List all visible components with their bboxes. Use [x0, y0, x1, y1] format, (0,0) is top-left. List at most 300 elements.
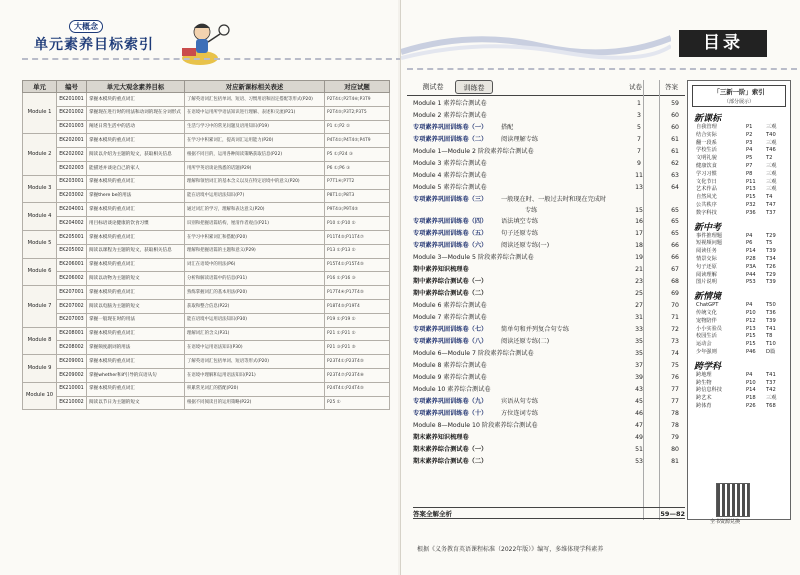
cell-test: P18T4⑤;P19T4: [325, 299, 390, 313]
cell-lesson: 积累常见词汇的搭配(P20): [185, 382, 325, 396]
toc-item[interactable]: [413, 336, 685, 348]
cell-goal: 掌握本模块的重点词汇: [87, 203, 185, 217]
cell-lesson: 理解和领悟词汇的基本含义以及在特定语境中的意义(P20): [185, 175, 325, 189]
toc-answer-page: 81: [671, 458, 679, 465]
sidebar-item-field: P3A: [746, 263, 756, 270]
toc-item[interactable]: [413, 146, 685, 158]
toc-item[interactable]: [413, 288, 685, 300]
sidebar-item-field: T46: [766, 147, 776, 154]
table-row: [23, 230, 390, 244]
toc-item[interactable]: [413, 206, 685, 216]
cell-test: P21 ①;P21 ②: [325, 327, 390, 341]
toc-answer-page: 80: [671, 446, 679, 453]
module-name: Module 5: [23, 230, 57, 258]
sidebar-item[interactable]: [696, 239, 788, 247]
toc-title: Module 1 素养综合测试卷: [413, 100, 487, 107]
cell-test: P17T4④;P17T4⑤: [325, 286, 390, 300]
cartoon-illustration-icon: [176, 18, 236, 70]
sidebar-item-field: T50: [766, 302, 776, 309]
sidebar-item-field: 公共秩序: [696, 202, 717, 208]
sidebar-item-field: P44: [746, 271, 756, 278]
sidebar-item-field: D篇: [766, 349, 776, 355]
sidebar-item-field: T41: [766, 325, 776, 332]
toc-test-page: 51: [635, 446, 643, 453]
sidebar-item-field: P12: [746, 317, 756, 324]
toc-answer-page: 59: [671, 100, 679, 107]
sidebar-item-field: 跨生物: [696, 379, 712, 386]
toc-test-page: 7: [637, 148, 641, 155]
toc-answer-page: 76: [671, 374, 679, 381]
sidebar-item-field: T36: [766, 310, 776, 316]
toc-answer-page: 63: [671, 172, 679, 179]
table-row: [23, 368, 390, 382]
tab-test-papers[interactable]: 测试卷: [422, 83, 444, 91]
sidebar-item-field: P6: [746, 240, 753, 247]
sidebar-item-field: 三观: [766, 139, 777, 146]
sidebar-item-field: 三观: [766, 163, 777, 169]
sidebar-section-head: 新课标: [694, 114, 722, 124]
cell-goal: 阅读以节日为主题的短文: [87, 396, 185, 410]
qr-code-icon[interactable]: [716, 483, 750, 517]
table-row: [23, 327, 390, 341]
module-name: Module 3: [23, 175, 57, 203]
toc-item[interactable]: [413, 300, 685, 312]
toc-desc: 简单句和并列复合句专练: [501, 326, 570, 333]
sidebar-item[interactable]: [696, 394, 788, 402]
sidebar-item-field: T37: [766, 379, 776, 386]
sidebar-item-field: T29: [766, 232, 776, 239]
cell-test: P9T4③;P9T4⑤: [325, 203, 390, 217]
sidebar-item-field: 句子还原: [696, 263, 717, 270]
sidebar-item[interactable]: [696, 263, 788, 271]
table-row: [23, 189, 390, 203]
sidebar-item[interactable]: [696, 301, 788, 309]
toc-title: Module 7 素养综合测试卷: [413, 314, 487, 321]
sidebar-item-field: 健康饮食: [696, 163, 717, 169]
table-row: [23, 382, 390, 396]
sidebar-item-field: 传统文化: [696, 310, 717, 316]
toc-test-page: 5: [637, 124, 641, 131]
toc-test-page: 21: [635, 266, 643, 273]
left-page: [0, 0, 398, 575]
toc-desc: 专练: [525, 207, 538, 214]
cell-test: P10 ①;P10 ②: [325, 217, 390, 231]
sidebar-item[interactable]: [696, 201, 788, 209]
cell-test: P25 ①: [325, 396, 390, 410]
sidebar-item-field: T39: [766, 279, 776, 286]
toc-test-page: 9: [637, 160, 641, 167]
toc-item[interactable]: [413, 98, 685, 110]
sidebar-item-field: T42: [766, 387, 776, 394]
sidebar-item-field: 翻一段系: [696, 139, 717, 146]
toc-answer-page: 66: [671, 242, 679, 249]
toc-test-page: 13: [635, 184, 643, 191]
cell-test: P2T4⑤;P3T2;P3T5: [325, 106, 390, 120]
sidebar-item-field: P53: [746, 279, 756, 286]
cell-code: EK201003: [57, 120, 87, 134]
cell-code: EK205002: [57, 244, 87, 258]
sidebar-item[interactable]: [696, 278, 788, 286]
toc-item[interactable]: [413, 384, 685, 396]
cell-lesson: 在语境中理解和运用语法知识(P21): [185, 368, 325, 382]
toc-item[interactable]: [413, 122, 685, 134]
sidebar-index: [687, 80, 791, 525]
sidebar-item[interactable]: [696, 154, 788, 162]
sidebar-item[interactable]: [696, 317, 788, 325]
toc-test-page: 35: [635, 350, 643, 357]
cell-code: EK206002: [57, 272, 87, 286]
toc-test-page: 25: [635, 290, 643, 297]
sidebar-item[interactable]: [696, 178, 788, 186]
sidebar-item-field: P4: [746, 147, 753, 154]
table-row: [23, 120, 390, 134]
sidebar-item-field: P3: [746, 139, 753, 146]
toc-test-page: 16: [635, 218, 643, 225]
toc-item[interactable]: [413, 110, 685, 122]
toc-title: Module 3 素养综合测试卷: [413, 160, 487, 167]
cell-code: EK207003: [57, 313, 87, 327]
toc-item[interactable]: [413, 372, 685, 384]
toc-item[interactable]: [413, 182, 685, 194]
toc-answer-page: 68: [671, 278, 679, 285]
cell-code: EK203001: [57, 175, 87, 189]
sidebar-title: [692, 85, 786, 107]
toc-item[interactable]: [413, 348, 685, 360]
sidebar-item-field: 运动会: [696, 341, 712, 348]
sidebar-item-field: T2: [766, 155, 773, 162]
toc-title: 期中素养综合测试卷（二）: [413, 290, 488, 297]
sidebar-item[interactable]: [696, 402, 788, 410]
sidebar-item[interactable]: [696, 209, 788, 217]
sidebar-item-field: P46: [746, 349, 756, 355]
toc-test-page: 3: [637, 112, 641, 119]
module-name: Module 10: [23, 382, 57, 410]
module-name: Module 8: [23, 327, 57, 355]
toc-answer-page: 60: [671, 112, 679, 119]
toc-item[interactable]: [413, 228, 685, 240]
sidebar-item-field: 小小实验员: [696, 325, 722, 332]
sidebar-item[interactable]: [696, 193, 788, 201]
sidebar-item-field: T39: [766, 317, 776, 324]
sidebar-item-field: 跨信息科技: [696, 387, 722, 394]
toc-title: Module 6 素养综合测试卷: [413, 302, 487, 309]
cell-goal: 阅读以课程为主题的短文，获取相关信息: [87, 244, 185, 258]
sidebar-subtitle: （部分展示）: [723, 99, 754, 105]
sidebar-item-field: 短视频问题: [696, 240, 722, 247]
cell-goal: 掌握本模块的重点词汇: [87, 355, 185, 369]
sidebar-item-field: P15: [746, 333, 756, 340]
sidebar-item-field: 三观: [766, 124, 777, 130]
toc-item[interactable]: [413, 252, 685, 264]
sidebar-item-field: P7: [746, 163, 753, 169]
toc-item[interactable]: [413, 324, 685, 336]
sidebar-item-field: T68: [766, 403, 776, 409]
cell-code: EK205001: [57, 230, 87, 244]
module-name: Module 2: [23, 134, 57, 175]
sidebar-item-field: T10: [766, 341, 776, 348]
toc-answer-page: 65: [671, 218, 679, 225]
cell-code: EK210002: [57, 396, 87, 410]
cell-goal: 掌握本模块的重点词汇: [87, 258, 185, 272]
toc-answer-page: 78: [671, 422, 679, 429]
sidebar-item[interactable]: [696, 386, 788, 394]
toc-item[interactable]: [413, 194, 685, 206]
sidebar-item[interactable]: [696, 139, 788, 147]
cell-test: P6 ①;P6 ③: [325, 161, 390, 175]
sidebar-item[interactable]: [696, 348, 788, 356]
big-concept-badge: 大概念: [69, 20, 103, 33]
sidebar-item-field: 校园生活: [696, 333, 717, 340]
cell-lesson: 获取和整合信息(P22): [185, 299, 325, 313]
col-standard-header: 对应新课标相关表述: [185, 81, 325, 93]
table-row: [23, 203, 390, 217]
cell-lesson: 理解词汇的含义(P31): [185, 327, 325, 341]
table-row: [23, 272, 390, 286]
toc-item[interactable]: [413, 444, 685, 456]
cell-lesson: 词汇在语境中的用法(P6): [185, 258, 325, 272]
table-row: [23, 313, 390, 327]
toc-test-page: 23: [635, 278, 643, 285]
cell-test: P21 ③;P21 ⑤: [325, 341, 390, 355]
sidebar-item[interactable]: [696, 325, 788, 333]
sidebar-item-field: P5: [746, 155, 753, 162]
cell-lesson: 在语境中运用语法知识(P30): [185, 341, 325, 355]
sidebar-item-field: T39: [766, 248, 776, 255]
toc-desc: 阅读理解专练: [501, 136, 539, 143]
toc-desc: 方位连词专练: [501, 410, 539, 417]
module-name: Module 1: [23, 93, 57, 134]
toc-title: Module 8—Module 10 阶段素养综合测试卷: [413, 422, 538, 429]
tab-practice-papers[interactable]: 训练卷: [455, 80, 493, 94]
cell-test: P13 ①;P13 ②: [325, 244, 390, 258]
toc-test-page: 27: [635, 302, 643, 309]
sidebar-section-head: 新情境: [694, 292, 722, 303]
toc-answer-page: 75: [671, 362, 679, 369]
toc-title: 专项素养巩固训练卷（五）: [413, 230, 488, 237]
cell-code: EK208001: [57, 327, 87, 341]
footer-note: 根据《义务教育英语课程标准（2022年版）》编写，多维体现学科素养: [417, 546, 604, 553]
cell-lesson: 用所学英语谈论熟悉的话题(P29): [185, 161, 325, 175]
toc-item[interactable]: [413, 456, 685, 468]
sidebar-section-head: 跨学科: [694, 361, 722, 372]
toc-answer-page: 67: [671, 266, 679, 273]
cell-code: EK201001: [57, 93, 87, 107]
cell-lesson: 识别和把握语篇结构，厘清作者观点(P21): [185, 217, 325, 231]
toc-test-page: 49: [635, 434, 643, 441]
toc-answer-page: 66: [671, 254, 679, 261]
toc-item[interactable]: [413, 396, 685, 408]
cell-goal: 掌握whether和if引导的宾语从句: [87, 368, 185, 382]
cell-lesson: 根据不同目的，运用各种阅读策略获取信息(P22): [185, 148, 325, 162]
answer-section[interactable]: [413, 507, 685, 519]
cell-goal: 掌握本模块的重点词汇: [87, 175, 185, 189]
toc-title: Module 3—Module 5 阶段素养综合测试卷: [413, 254, 534, 261]
cell-goal: 掌握本模块的重点词汇: [87, 230, 185, 244]
sidebar-item-field: P14: [746, 387, 756, 394]
toc-test-page: 35: [635, 338, 643, 345]
table-row: [23, 341, 390, 355]
sidebar-item-field: 自我管理: [696, 124, 717, 130]
toc-item[interactable]: [413, 134, 685, 146]
module-name: Module 9: [23, 355, 57, 383]
table-row: [23, 286, 390, 300]
sidebar-item-field: T41: [766, 371, 776, 378]
cell-lesson: 能在语境中运用语法知识(P7): [185, 189, 325, 203]
sidebar-item[interactable]: [696, 123, 788, 131]
toc-item[interactable]: [413, 158, 685, 170]
sidebar-item-field: 跨艺术: [696, 395, 712, 402]
sidebar-item[interactable]: [696, 247, 788, 255]
toc-answer-page: 74: [671, 350, 679, 357]
toc-title: 专项素养巩固训练卷（三）: [413, 196, 488, 203]
sidebar-item-field: 数字科技: [696, 209, 717, 216]
cell-goal: 掌握一般现在时的用法: [87, 313, 185, 327]
sidebar-item-field: P1: [746, 124, 753, 130]
sidebar-item[interactable]: [696, 255, 788, 263]
cell-test: P11T4⑤;P11T4⑦: [325, 230, 390, 244]
sidebar-item-field: T4: [766, 194, 773, 201]
cell-lesson: 了解英语词汇包括单词、短语、习惯用语和固定搭配等形式(P20): [185, 93, 325, 107]
col-test-header: 对应试题: [325, 81, 390, 93]
toc-item[interactable]: [413, 216, 685, 228]
table-row: [23, 134, 390, 148]
table-row: [23, 161, 390, 175]
sidebar-item-field: 文明礼貌: [696, 155, 717, 162]
toc-answer-page: 72: [671, 326, 679, 333]
toc-answer-page: 69: [671, 290, 679, 297]
toc-test-page: 18: [635, 242, 643, 249]
sidebar-item-field: P2: [746, 131, 753, 138]
toc-title: Module 4 素养综合测试卷: [413, 172, 487, 179]
cell-test: P2T4①;P2T4⑥;P3T9: [325, 93, 390, 107]
sidebar-item-field: P15: [746, 194, 756, 201]
toc-title: 专项素养巩固训练卷（二）: [413, 136, 488, 143]
cell-goal: 阐述日常生活中的活动: [87, 120, 185, 134]
toc-answer-page: 61: [671, 136, 679, 143]
cell-test: P23T4①;P23T4⑤: [325, 355, 390, 369]
toc-item[interactable]: [413, 432, 685, 444]
toc-title: 专项素养巩固训练卷（十）: [413, 410, 488, 417]
sidebar-item[interactable]: [696, 271, 788, 279]
toc-title: 期末素养综合测试卷（一）: [413, 446, 488, 453]
sidebar-item-field: T8: [766, 333, 773, 340]
toc-item[interactable]: [413, 240, 685, 252]
cell-goal: 掌握本模块的重点词汇: [87, 382, 185, 396]
toc-title: Module 9 素养综合测试卷: [413, 374, 487, 381]
sidebar-item[interactable]: [696, 309, 788, 317]
sidebar-item[interactable]: [696, 185, 788, 193]
sidebar-item-field: P4: [746, 302, 753, 309]
sidebar-item-field: 结合实际: [696, 131, 717, 138]
toc-title: 专项素养巩固训练卷（八）: [413, 338, 488, 345]
toc-item[interactable]: [413, 360, 685, 372]
sidebar-item[interactable]: [696, 371, 788, 379]
toc-answer-page: 62: [671, 160, 679, 167]
toc-test-page: 1: [637, 100, 641, 107]
toc-answer-page: 64: [671, 184, 679, 191]
sidebar-item-field: P4: [746, 371, 753, 378]
cell-test: P5 ①;P24 ③: [325, 148, 390, 162]
cell-lesson: 根据不同阅读目的运用策略(P22): [185, 396, 325, 410]
cell-goal: 掌握there be的用法: [87, 189, 185, 203]
module-name: Module 4: [23, 203, 57, 231]
toc-item[interactable]: [413, 408, 685, 420]
qr-caption: 全书资源兑换: [710, 519, 741, 525]
cell-lesson: 生活与学习中的常见问题及语用知识(P19): [185, 120, 325, 134]
toc-title: 期末素养综合测试卷（二）: [413, 458, 488, 465]
sidebar-item-field: P36: [746, 209, 756, 216]
toc-title: 期中素养综合测试卷（一）: [413, 278, 488, 285]
cell-goal: 掌握现在进行时的用法和动词的现在分词形式: [87, 106, 185, 120]
sidebar-item[interactable]: [696, 340, 788, 348]
table-of-contents: [413, 98, 685, 468]
toc-title: Module 10 素养综合测试卷: [413, 386, 491, 393]
answer-label: 答案全解全析: [413, 510, 452, 518]
toc-title: Module 6—Module 7 阶段素养综合测试卷: [413, 350, 534, 357]
sidebar-item[interactable]: [696, 379, 788, 387]
cell-code: EK201002: [57, 106, 87, 120]
toc-title: 期中素养知识梳理卷: [413, 266, 469, 273]
cell-code: EK207002: [57, 299, 87, 313]
sidebar-item[interactable]: [696, 232, 788, 240]
cell-test: P24T4①;P24T4⑤: [325, 382, 390, 396]
cell-goal: 掌握本模块的重点词汇: [87, 327, 185, 341]
toc-desc: 阅读还原专练(一): [501, 242, 550, 249]
toc-test-page: 11: [635, 172, 643, 179]
sidebar-item-field: 宠物陪伴: [696, 317, 717, 324]
col-test-header: 试卷: [629, 83, 642, 91]
sidebar-item-field: P13: [746, 325, 756, 332]
sidebar-item-field: T29: [766, 271, 776, 278]
toc-test-page: 37: [635, 362, 643, 369]
table-row: [23, 299, 390, 313]
toc-title: 期末素养知识梳理卷: [413, 434, 469, 441]
cell-code: EK207001: [57, 286, 87, 300]
cell-code: EK209002: [57, 368, 87, 382]
cell-goal: 阅读以介绍为主题的短文，获取相关信息: [87, 148, 185, 162]
toc-item[interactable]: [413, 420, 685, 432]
cell-code: EK202002: [57, 148, 87, 162]
sidebar-item[interactable]: [696, 170, 788, 178]
toc-test-page: 39: [635, 374, 643, 381]
toc-item[interactable]: [413, 170, 685, 182]
sidebar-item-field: 阅读理解: [696, 271, 717, 278]
toc-test-page: 45: [635, 398, 643, 405]
sidebar-item-field: ChatGPT: [696, 302, 719, 309]
toc-item[interactable]: [413, 264, 685, 276]
sidebar-item[interactable]: [696, 146, 788, 154]
toc-test-page: 15: [635, 207, 643, 214]
sidebar-item[interactable]: [696, 131, 788, 139]
sidebar-item[interactable]: [696, 332, 788, 340]
cell-goal: 掌握本模块的重点词汇: [87, 134, 185, 148]
sidebar-item[interactable]: [696, 162, 788, 170]
toc-title: Module 2 素养综合测试卷: [413, 112, 487, 119]
cell-test: P15T4②;P15T4⑤: [325, 258, 390, 272]
toc-item[interactable]: [413, 276, 685, 288]
toc-answer-page: 77: [671, 398, 679, 405]
cell-test: P19 ①;P19 ②: [325, 313, 390, 327]
sidebar-item-field: T47: [766, 202, 776, 208]
cell-test: P1 ①;P2 ②: [325, 120, 390, 134]
toc-test-page: 33: [635, 326, 643, 333]
toc-item[interactable]: [413, 312, 685, 324]
cell-goal: 掌握本模块的重点词汇: [87, 286, 185, 300]
cell-code: EK208002: [57, 341, 87, 355]
toc-title: 专项素养巩固训练卷（九）: [413, 398, 488, 405]
sidebar-item-field: 艺术作品: [696, 186, 717, 193]
module-name: Module 7: [23, 286, 57, 327]
